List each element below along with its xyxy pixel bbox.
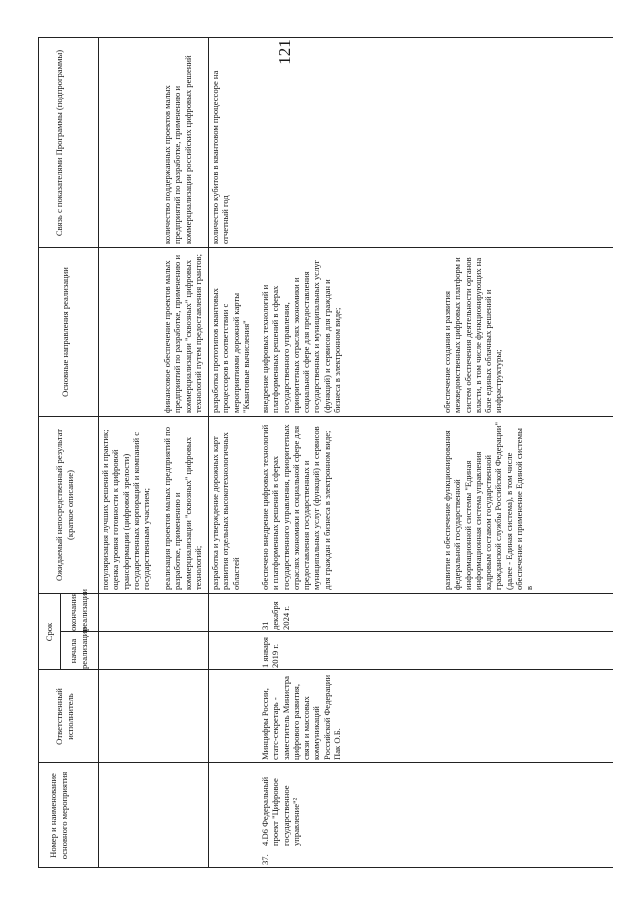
row-start-date: 1 января 2019 г. <box>260 636 281 668</box>
cell-direction-continued-2: финансовое обеспечение проектов малых предприятий по разработке, применению и коммерциализации "сквозных" цифровых технологий путем предоставления грантов; <box>162 254 203 413</box>
cell-indicator-continued-2: количество поддержанных проектов малых предприятий по разработке, применению и коммерциализации российских цифровых решений <box>162 55 193 244</box>
cell-indicator-continued-3: количество кубитов в квантовом процессоре на отчетный год <box>210 70 231 244</box>
table-rotated <box>38 38 613 868</box>
header-executor: Ответственный исполнитель <box>54 688 75 745</box>
header-period: Срок <box>44 622 54 642</box>
row-result-1: обеспечено внедрение цифровых технологий и платформенных решений в сферах государственного управления, приоритетных отраслях экономики и социальной сфере для предоставления государственных и муниципальных услуг (функций) и сервисов для граждан и бизнеса в электронном виде; <box>260 424 332 590</box>
cell-direction-continued-3: разработка прототипов квантовых процессоров в соответствии с мероприятиями дорожной карты "Квантовые вычисления" <box>210 288 251 413</box>
header-start: начала реализации <box>68 627 89 669</box>
row-direction-2: обеспечение создания и развития межведомственных цифровых платформ и систем обеспечения деятельности органов власти, в том числе функционирующих на базе единых облачных решений и инфраструктуры; <box>442 257 504 413</box>
header-end: окончания реализации <box>68 589 89 631</box>
cell-result-continued-3: разработка и утверждение дорожных карт развития отдельных высокотехнологичных областей <box>210 432 241 590</box>
header-indicators: Связь с показателями Программы (подпрограммы) <box>54 49 64 237</box>
row-name: 4.D6 Федеральный проект "Цифровое государственное управление"² <box>260 776 301 846</box>
row-executor: Минцифры России, статс-секретарь - заместитель Министра цифрового развития, связи и массовых коммуникаций Российской Федерации Пак О.Б. <box>260 674 343 760</box>
row-number: 37. <box>260 854 270 865</box>
header-directions: Основные направления реализации <box>60 267 70 397</box>
row-end-date: 31 декабря 2024 г. <box>260 601 291 630</box>
header-number-name: Номер и наименование основного мероприятия <box>48 771 69 860</box>
page-number: 121 <box>274 39 294 65</box>
row-direction-1: внедрение цифровых технологий и платформенных решений в сферах государственного управления, приоритетных отраслях экономики и социальной сфере для предоставления государственных и муниципальных услуг (функций) и сервисов для граждан и бизнеса в электронном виде; <box>260 259 343 413</box>
row-result-2: развитие и обеспечение функционирования федеральной государственной информационной системы "Единая информационная система управления кадровым составом государственной гражданской службы Российской Федерации" (далее - Единая система), в том числе обеспечение и применение Единой системы в <box>442 422 535 590</box>
cell-result-continued-1: популяризация лучших решений и практик; оценка уровня готовности к цифровой трансформации (цифровой зрелости) государственных корпораций и компаний с государственным участием; <box>100 429 152 590</box>
header-result: Ожидаемый непосредственный результат (краткое описание) <box>54 429 75 581</box>
cell-result-continued-2: реализация проектов малых предприятий по разработке, применению и коммерциализации "сквозных" цифровых технологий; <box>162 426 203 590</box>
